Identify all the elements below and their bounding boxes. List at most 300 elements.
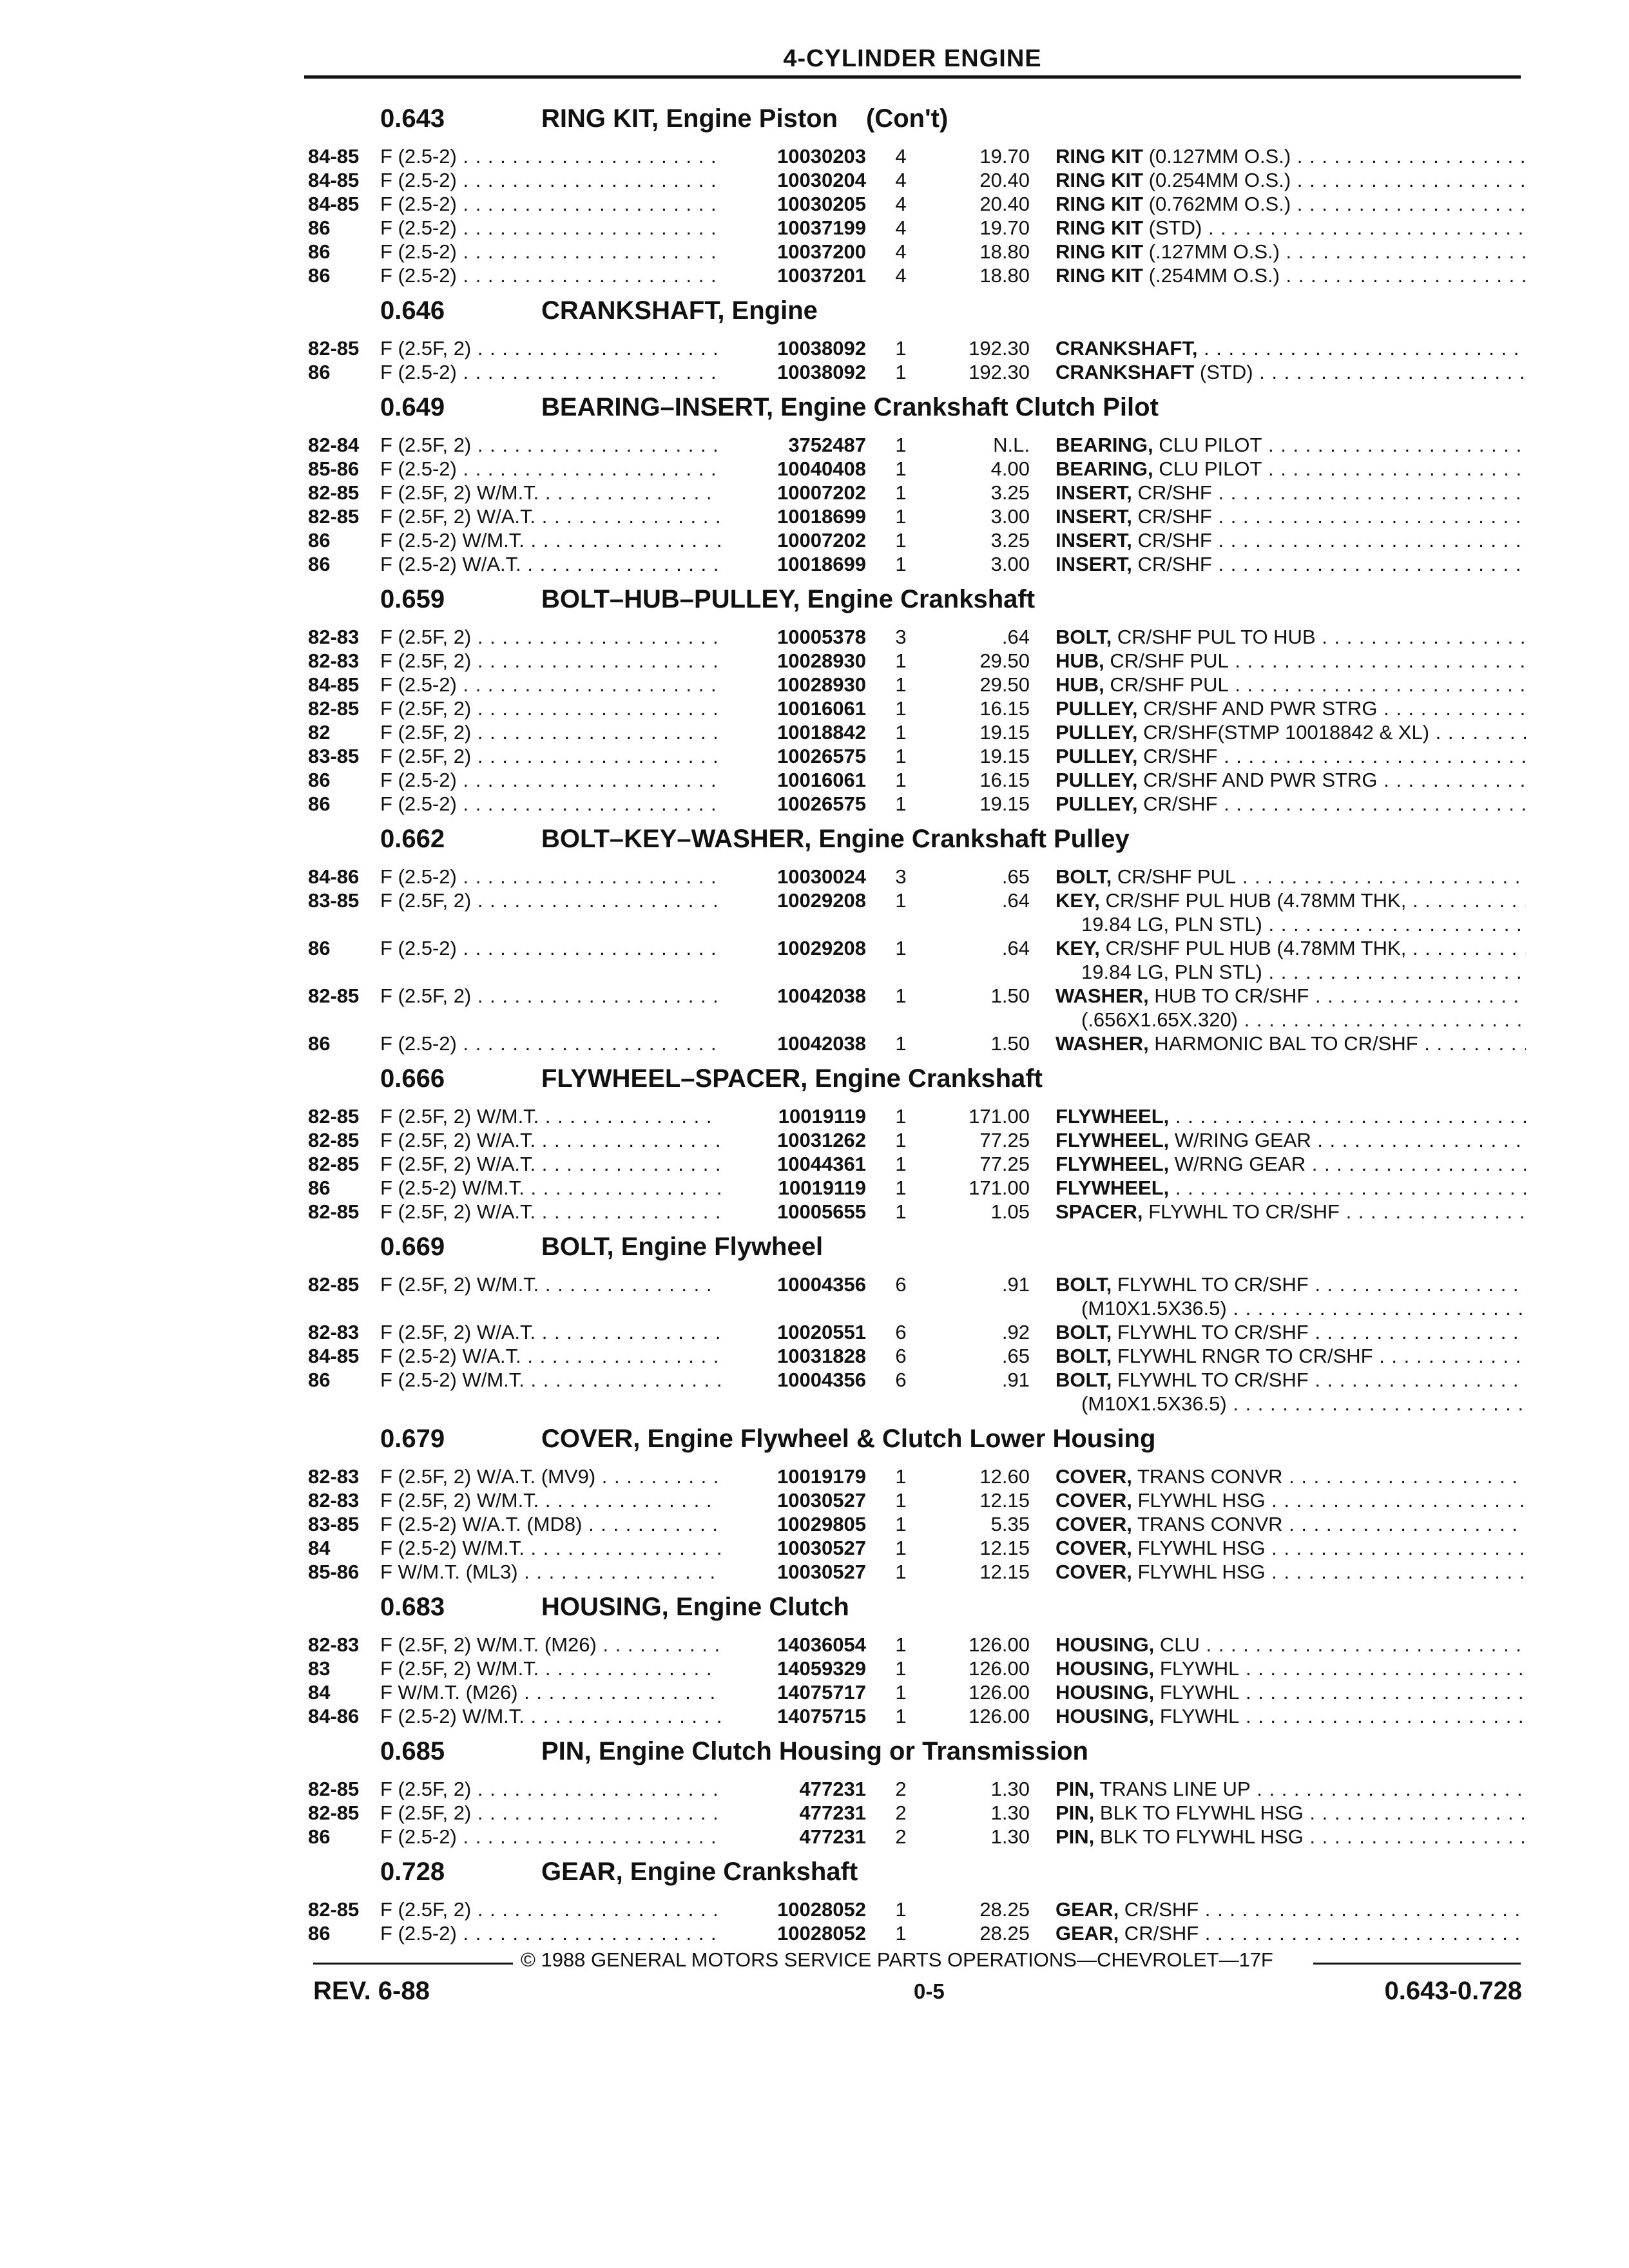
application: F (2.5F, 2) W/A.T. . . .: [380, 505, 722, 528]
quantity: 4: [895, 264, 907, 287]
price: 1.30: [990, 1802, 1030, 1824]
description-name: RING KIT: [1055, 169, 1144, 191]
description: [1055, 744, 1526, 768]
part-row: [308, 865, 1526, 889]
description-detail: CLU PILOT: [1153, 457, 1262, 480]
price: 192.30: [969, 361, 1030, 383]
description-name: PULLEY,: [1055, 793, 1138, 815]
quantity: 4: [895, 169, 907, 191]
application: F (2.5-2) . . .: [380, 216, 722, 240]
description-text: [1055, 1802, 1526, 1824]
price: 1.30: [990, 1778, 1030, 1800]
section-range: 0.643-0.728: [1384, 1977, 1522, 2005]
part-row: [308, 744, 1526, 768]
description-detail: CR/SHF: [1137, 745, 1218, 767]
description-detail: CR/SHF AND PWR STRG: [1137, 697, 1378, 720]
description: [1055, 360, 1526, 384]
part-number: 10018699: [720, 552, 866, 576]
section-code: 0.683: [380, 1593, 445, 1621]
part-number: 10028052: [720, 1921, 866, 1945]
application: F (2.5-2) . . .: [380, 768, 722, 792]
description-detail: FLYWHL RNGR TO CR/SHF: [1112, 1345, 1373, 1367]
description-text: [1055, 505, 1526, 528]
model-years: 83: [308, 1657, 331, 1680]
description: [1055, 865, 1526, 889]
description-detail: CR/SHF PUL HUB (4.78MM THK,: [1099, 889, 1407, 912]
description-name: COVER,: [1055, 1537, 1132, 1559]
description-detail: FLYWHL TO CR/SHF: [1112, 1273, 1309, 1296]
quantity: 1: [895, 1153, 907, 1175]
section-code: 0.679: [380, 1425, 445, 1453]
model-years: 84-85: [308, 145, 360, 168]
model-years: 82-83: [308, 1489, 360, 1512]
quantity: 1: [895, 1657, 907, 1680]
part-row: [308, 1801, 1526, 1825]
description-text: [1055, 1825, 1526, 1848]
application: F (2.5F, 2) . . .: [380, 744, 722, 768]
part-row: [308, 528, 1526, 552]
part-row: [308, 168, 1526, 192]
application: F (2.5F, 2) W/A.T. . . .: [380, 1200, 722, 1224]
part-number: 10004356: [720, 1368, 866, 1392]
price: 19.70: [979, 145, 1030, 168]
description-detail: FLYWHL: [1154, 1657, 1240, 1680]
price: 12.15: [979, 1537, 1030, 1559]
description: [1055, 481, 1526, 505]
part-row: [308, 1633, 1526, 1657]
quantity: 1: [895, 1129, 907, 1151]
description: [1055, 240, 1526, 264]
model-years: 85-86: [308, 457, 360, 480]
model-years: 82-85: [308, 1200, 360, 1223]
model-years: 83-85: [308, 889, 360, 912]
description-detail: W/RNG GEAR: [1169, 1153, 1306, 1175]
quantity: 1: [895, 1633, 907, 1656]
application: F (2.5F, 2) W/A.T. . . .: [380, 1152, 722, 1176]
application: F (2.5-2) W/A.T. . . .: [380, 552, 722, 576]
page-title: 4-CYLINDER ENGINE: [783, 45, 1042, 72]
description-continuation: 19.84 LG, PLN STL) . . .: [1081, 960, 1526, 984]
model-years: 82-85: [308, 1153, 360, 1175]
model-years: 82-85: [308, 481, 360, 504]
quantity: 1: [895, 985, 907, 1007]
price: 16.15: [979, 697, 1030, 720]
model-years: 82-83: [308, 649, 360, 672]
part-number: 10018699: [720, 505, 866, 528]
description-text: [1055, 1537, 1526, 1559]
page-footer: [308, 1946, 1526, 2017]
model-years: 86: [308, 769, 331, 791]
model-years: 86: [308, 553, 331, 575]
part-row: [308, 1320, 1526, 1344]
part-number: 10016061: [720, 768, 866, 792]
application: F (2.5F, 2) . . .: [380, 720, 722, 744]
quantity: 1: [895, 937, 907, 959]
quantity: 1: [895, 1513, 907, 1535]
description-detail: CR/SHF PUL: [1104, 649, 1229, 672]
description-name: FLYWHEEL,: [1055, 1153, 1170, 1175]
description-text: [1055, 769, 1526, 791]
model-years: 82-83: [308, 1465, 360, 1488]
price: 3.25: [990, 529, 1030, 552]
description-detail: CR/SHF PUL: [1104, 673, 1229, 696]
application: F (2.5-2) . . .: [380, 1032, 722, 1055]
part-row: [308, 984, 1526, 1032]
price: 1.50: [990, 985, 1030, 1007]
description-detail: HUB TO CR/SHF: [1148, 985, 1309, 1007]
description-name: FLYWHEEL,: [1055, 1129, 1170, 1151]
description-text: [1055, 937, 1526, 959]
section-code: 0.666: [380, 1064, 445, 1093]
quantity: 2: [895, 1802, 907, 1824]
part-number: 10019119: [720, 1176, 866, 1200]
application: F (2.5F, 2) . . .: [380, 1898, 722, 1921]
model-years: 82-85: [308, 697, 360, 720]
description-text: [1055, 1321, 1526, 1343]
quantity: 1: [895, 361, 907, 383]
model-years: 82-84: [308, 434, 360, 456]
application: F (2.5F, 2) . . .: [380, 889, 722, 912]
part-number: 10030205: [720, 192, 866, 216]
description-name: BEARING,: [1055, 457, 1153, 480]
part-number: 14036054: [720, 1633, 866, 1657]
quantity: 1: [895, 673, 907, 696]
description-detail: CR/SHF: [1132, 553, 1212, 575]
part-number: 10030024: [720, 865, 866, 889]
part-number: 10007202: [720, 528, 866, 552]
part-row: [308, 1560, 1526, 1584]
part-row: [308, 1128, 1526, 1152]
description-name: HOUSING,: [1055, 1681, 1155, 1704]
application: F (2.5F, 2) . . .: [380, 625, 722, 649]
model-years: 84-86: [308, 865, 360, 888]
description-detail: (.127MM O.S.): [1143, 240, 1280, 263]
description-text: [1055, 745, 1526, 767]
section-heading: [308, 1584, 1526, 1633]
price: 1.50: [990, 1032, 1030, 1055]
description-continuation: (.656X1.65X.320) . . .: [1081, 1008, 1526, 1032]
part-number: 477231: [720, 1801, 866, 1825]
application: F (2.5-2) . . .: [380, 360, 722, 384]
part-row: [308, 1657, 1526, 1680]
section-heading: [308, 287, 1526, 336]
description-text: [1055, 1778, 1526, 1800]
part-number: 10019179: [720, 1465, 866, 1488]
section-code: 0.662: [380, 825, 445, 853]
section-heading: [308, 576, 1526, 625]
description: [1055, 505, 1526, 528]
description-detail: FLYWHL HSG: [1132, 1561, 1266, 1583]
description: [1055, 673, 1526, 697]
description-name: CRANKSHAFT,: [1055, 337, 1198, 360]
description-name: KEY,: [1055, 937, 1100, 959]
application: F (2.5F, 2) . . .: [380, 984, 722, 1008]
part-number: 10007202: [720, 481, 866, 505]
model-years: 84: [308, 1537, 331, 1559]
description-name: PULLEY,: [1055, 697, 1138, 720]
part-row: [308, 216, 1526, 240]
part-number: 10019119: [720, 1104, 866, 1128]
quantity: 1: [895, 649, 907, 672]
section-suffix: (Con't): [866, 104, 949, 133]
model-years: 86: [308, 529, 331, 552]
application: F (2.5F, 2) W/M.T. . . .: [380, 1657, 722, 1680]
description: [1055, 792, 1526, 816]
model-years: 83-85: [308, 1513, 360, 1535]
quantity: 6: [895, 1345, 907, 1367]
section-heading: [308, 95, 1526, 144]
description-text: [1055, 240, 1526, 263]
description-text: [1055, 1922, 1526, 1945]
page-number: 0-5: [914, 1979, 945, 2003]
section-heading: [308, 384, 1526, 433]
part-row: [308, 336, 1526, 360]
application: F (2.5-2) W/A.T. (MD8) . . .: [380, 1512, 722, 1536]
price: .65: [1001, 1345, 1030, 1367]
description-detail: TRANS CONVR: [1132, 1465, 1283, 1488]
part-row: [308, 144, 1526, 168]
description-name: RING KIT: [1055, 240, 1144, 263]
description: [1055, 1176, 1526, 1200]
section-heading: [308, 1224, 1526, 1273]
quantity: 1: [895, 1465, 907, 1488]
description-text: [1055, 1561, 1526, 1583]
description-text: [1055, 1273, 1526, 1296]
quantity: 1: [895, 1705, 907, 1727]
application: F (2.5F, 2) W/M.T. . . .: [380, 1273, 722, 1296]
part-number: 10030527: [720, 1536, 866, 1560]
description-name: KEY,: [1055, 889, 1100, 912]
model-years: 86: [308, 937, 331, 959]
description-name: BOLT,: [1055, 1369, 1112, 1391]
application: F (2.5F, 2) . . .: [380, 336, 722, 360]
price: 171.00: [969, 1105, 1030, 1128]
description-text: [1055, 1105, 1526, 1128]
section-code: 0.646: [380, 296, 445, 325]
section-title: BEARING–INSERT, Engine Crankshaft Clutch Pilot: [541, 393, 1159, 421]
description-continuation: 19.84 LG, PLN STL) . . .: [1081, 912, 1526, 936]
description-detail: W/RING GEAR: [1169, 1129, 1311, 1151]
quantity: 4: [895, 193, 907, 215]
description: [1055, 528, 1526, 552]
description-text: [1055, 1633, 1526, 1656]
part-row: [308, 1032, 1526, 1055]
description-text: [1055, 1200, 1526, 1223]
model-years: 86: [308, 793, 331, 815]
description-text: [1055, 1657, 1526, 1680]
description-detail: CLU: [1154, 1633, 1200, 1656]
model-years: 82: [308, 721, 331, 744]
description: [1055, 1680, 1526, 1704]
description: [1055, 1898, 1526, 1921]
application: F (2.5-2) W/M.T. . . .: [380, 528, 722, 552]
section-title: COVER, Engine Flywheel & Clutch Lower Housing: [541, 1425, 1156, 1453]
description-text: [1055, 1369, 1526, 1391]
part-number: 3752487: [720, 433, 866, 457]
section-code: 0.649: [380, 393, 445, 421]
description: [1055, 1320, 1526, 1344]
application: F W/M.T. (ML3) . . .: [380, 1560, 722, 1584]
application: F (2.5F, 2) W/A.T. (MV9) . . .: [380, 1465, 722, 1488]
section-heading: [308, 1416, 1526, 1465]
part-number: 10042038: [720, 1032, 866, 1055]
quantity: 4: [895, 240, 907, 263]
application: F (2.5-2) . . .: [380, 144, 722, 168]
price: 20.40: [979, 169, 1030, 191]
description: [1055, 697, 1526, 720]
part-number: 10018842: [720, 720, 866, 744]
price: .64: [1001, 889, 1030, 912]
description-detail: CR/SHF: [1119, 1898, 1199, 1921]
description: [1055, 457, 1526, 481]
part-number: 10028930: [720, 649, 866, 673]
model-years: 83-85: [308, 745, 360, 767]
price: 20.40: [979, 193, 1030, 215]
application: F (2.5-2) . . .: [380, 457, 722, 481]
part-row: [308, 1777, 1526, 1801]
part-number: 10026575: [720, 744, 866, 768]
description-name: BOLT,: [1055, 626, 1112, 648]
description-detail: CR/SHF AND PWR STRG: [1137, 769, 1378, 791]
model-years: 84: [308, 1681, 331, 1704]
price: 4.00: [990, 457, 1030, 480]
description: [1055, 1921, 1526, 1945]
part-number: 10037200: [720, 240, 866, 264]
model-years: 82-85: [308, 1129, 360, 1151]
description-name: PULLEY,: [1055, 745, 1138, 767]
description-text: [1055, 193, 1526, 215]
part-number: 10030204: [720, 168, 866, 192]
description-name: HUB,: [1055, 673, 1104, 696]
part-row: [308, 625, 1526, 649]
section-code: 0.659: [380, 585, 445, 613]
price: 19.15: [979, 721, 1030, 744]
section-title: BOLT–KEY–WASHER, Engine Crankshaft Pulley: [541, 825, 1130, 853]
application: F (2.5-2) W/M.T. . . .: [380, 1176, 722, 1200]
quantity: 1: [895, 337, 907, 360]
description-name: INSERT,: [1055, 481, 1132, 504]
quantity: 1: [895, 721, 907, 744]
part-row: [308, 1273, 1526, 1320]
price: .64: [1001, 937, 1030, 959]
description-text: [1055, 216, 1526, 239]
description-text: [1055, 697, 1526, 720]
part-row: [308, 1488, 1526, 1512]
description: [1055, 984, 1526, 1008]
description-continuation: (M10X1.5X36.5) . . .: [1081, 1296, 1526, 1320]
application: F (2.5F, 2) . . .: [380, 1801, 722, 1825]
part-number: 10038092: [720, 336, 866, 360]
quantity: 2: [895, 1778, 907, 1800]
part-row: [308, 1921, 1526, 1945]
description-name: BOLT,: [1055, 1345, 1112, 1367]
part-number: 10031262: [720, 1128, 866, 1152]
quantity: 1: [895, 553, 907, 575]
description: [1055, 216, 1526, 240]
quantity: 1: [895, 1200, 907, 1223]
price: 126.00: [969, 1633, 1030, 1656]
model-years: 84-85: [308, 169, 360, 191]
description: [1055, 1512, 1526, 1536]
description-text: [1055, 889, 1526, 912]
application: F (2.5F, 2) . . .: [380, 649, 722, 673]
price: 18.80: [979, 264, 1030, 287]
section-title: CRANKSHAFT, Engine: [541, 296, 818, 325]
part-row: [308, 889, 1526, 936]
quantity: 1: [895, 1561, 907, 1583]
description-text: [1055, 434, 1526, 456]
price: 3.00: [990, 553, 1030, 575]
price: 19.70: [979, 216, 1030, 239]
description-text: [1055, 264, 1526, 287]
part-row: [308, 264, 1526, 287]
description-detail: CR/SHF PUL: [1112, 865, 1237, 888]
part-row: [308, 792, 1526, 816]
application: F (2.5F, 2) W/A.T. . . .: [380, 1320, 722, 1344]
application: F W/M.T. (M26) . . .: [380, 1680, 722, 1704]
description-name: BOLT,: [1055, 1273, 1112, 1296]
price: .91: [1001, 1369, 1030, 1391]
price: 77.25: [979, 1129, 1030, 1151]
description-text: [1055, 1489, 1526, 1512]
description-text: [1055, 1465, 1526, 1488]
quantity: 1: [895, 434, 907, 456]
description: [1055, 649, 1526, 673]
description-text: [1055, 169, 1526, 191]
model-years: 85-86: [308, 1561, 360, 1583]
price: 171.00: [969, 1177, 1030, 1199]
model-years: 82-85: [308, 1105, 360, 1128]
model-years: 86: [308, 264, 331, 287]
description-detail: CR/SHF: [1132, 481, 1212, 504]
price: 29.50: [979, 649, 1030, 672]
description-text: [1055, 145, 1526, 168]
description: [1055, 1200, 1526, 1224]
application: F (2.5-2) . . .: [380, 792, 722, 816]
quantity: 4: [895, 216, 907, 239]
price: 18.80: [979, 240, 1030, 263]
price: 126.00: [969, 1681, 1030, 1704]
section-title: GEAR, Engine Crankshaft: [541, 1858, 858, 1886]
application: F (2.5F, 2) W/M.T. (M26) . . .: [380, 1633, 722, 1657]
description-text: [1055, 721, 1526, 744]
part-number: 10044361: [720, 1152, 866, 1176]
description-detail: BLK TO FLYWHL HSG: [1094, 1802, 1304, 1824]
revision-label: REV. 6-88: [313, 1977, 430, 2005]
price: 192.30: [969, 337, 1030, 360]
part-number: 10005378: [720, 625, 866, 649]
model-years: 86: [308, 1177, 331, 1199]
page-header: [304, 45, 1521, 79]
part-number: 10029208: [720, 936, 866, 960]
part-number: 10030203: [720, 144, 866, 168]
part-row: [308, 1680, 1526, 1704]
part-number: 10028930: [720, 673, 866, 697]
description: [1055, 768, 1526, 792]
parts-listing: [308, 95, 1526, 1945]
section-heading: [308, 1055, 1526, 1104]
part-number: 10028052: [720, 1898, 866, 1921]
quantity: 1: [895, 697, 907, 720]
description-name: RING KIT: [1055, 193, 1144, 215]
application: F (2.5F, 2) W/M.T. . . .: [380, 1104, 722, 1128]
description-detail: TRANS LINE UP: [1094, 1778, 1251, 1800]
part-row: [308, 936, 1526, 984]
part-number: 10042038: [720, 984, 866, 1008]
footer-rule-right: [1313, 1963, 1521, 1965]
description: [1055, 1825, 1526, 1849]
description-name: COVER,: [1055, 1561, 1132, 1583]
